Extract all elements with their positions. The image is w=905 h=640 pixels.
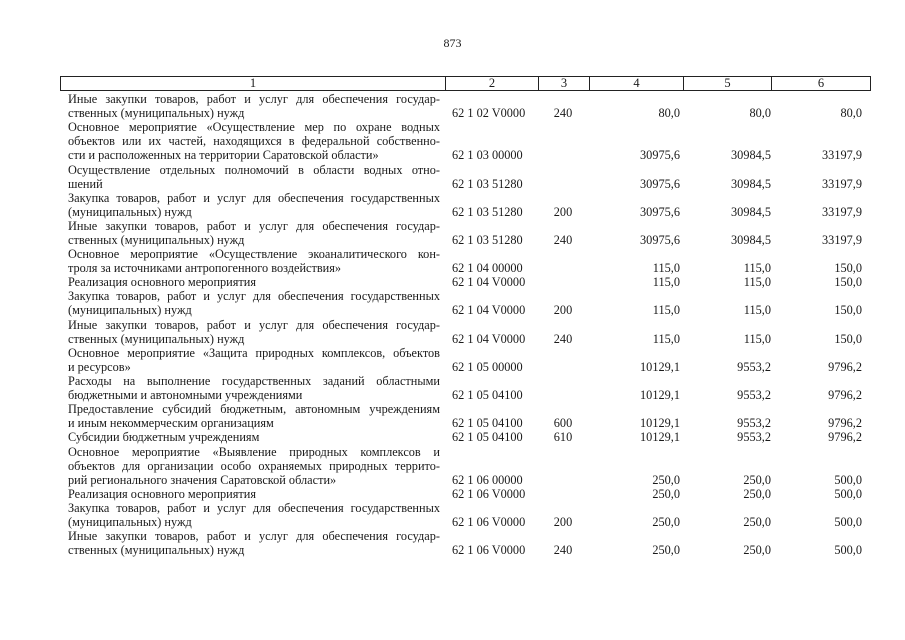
row-value-col4: 10129,1 [640, 430, 680, 445]
row-value-col4: 250,0 [652, 514, 680, 529]
description-line: Основное мероприятие «Защита природных комплексов, объектов [68, 345, 440, 360]
row-expense-type: 600 [553, 416, 573, 431]
row-description [68, 191, 440, 219]
row-value-col5: 30984,5 [731, 232, 771, 247]
description-line: Осуществление отдельных полномочий в области водных отно- [68, 162, 440, 177]
row-value-col6: 500,0 [834, 472, 862, 487]
table-row [0, 430, 905, 444]
row-code: 62 1 05 04100 [452, 388, 523, 403]
table-row [0, 402, 905, 430]
row-value-col4: 80,0 [658, 106, 680, 121]
row-description [68, 501, 440, 529]
row-value-col4: 30975,6 [640, 204, 680, 219]
row-description [68, 402, 440, 430]
row-code: 62 1 06 V0000 [452, 543, 526, 558]
row-value-col6: 150,0 [834, 275, 862, 290]
row-value-col4: 250,0 [652, 472, 680, 487]
row-value-col5: 115,0 [743, 303, 771, 318]
row-value-col6: 150,0 [834, 303, 862, 318]
row-expense-type: 610 [553, 430, 573, 445]
row-value-col6: 33197,9 [822, 204, 862, 219]
row-value-col6: 500,0 [834, 514, 862, 529]
description-line: и иным некоммерческим организациям [68, 416, 274, 431]
row-value-col6: 33197,9 [822, 148, 862, 163]
description-line: Закупка товаров, работ и услуг для обеспечения государственных [68, 289, 440, 304]
row-value-col4: 250,0 [652, 543, 680, 558]
description-line: троля за источниками антропогенного воздействия» [68, 261, 342, 276]
column-header-4: 4 [590, 77, 684, 91]
row-value-col6: 9796,2 [828, 388, 862, 403]
row-description [68, 529, 440, 557]
description-line: Субсидии бюджетным учреждениям [68, 430, 260, 445]
row-value-col5: 80,0 [749, 106, 771, 121]
description-line: Основное мероприятие «Осуществление экоаналитического кон- [68, 247, 440, 262]
row-value-col6: 500,0 [834, 543, 862, 558]
row-code: 62 1 06 V0000 [452, 486, 526, 501]
row-code: 62 1 06 V0000 [452, 514, 526, 529]
row-value-col6: 33197,9 [822, 232, 862, 247]
row-value-col6: 33197,9 [822, 176, 862, 191]
row-code: 62 1 02 V0000 [452, 106, 526, 121]
row-expense-type: 240 [553, 543, 573, 558]
description-line: (муниципальных) нужд [68, 514, 192, 529]
row-code: 62 1 04 V0000 [452, 303, 526, 318]
row-expense-type: 240 [553, 106, 573, 121]
description-line: Основное мероприятие «Выявление природных комплексов и [68, 444, 440, 459]
row-value-col6: 500,0 [834, 486, 862, 501]
row-value-col4: 115,0 [652, 261, 680, 276]
row-value-col5: 250,0 [743, 514, 771, 529]
table-row [0, 289, 905, 317]
row-value-col4: 115,0 [652, 331, 680, 346]
description-line: бюджетными и автономными учреждениями [68, 388, 303, 403]
row-description [68, 289, 440, 317]
row-description [68, 219, 440, 247]
row-expense-type: 200 [553, 514, 573, 529]
row-code: 62 1 03 51280 [452, 176, 523, 191]
description-line: объектов или их частей, находящихся в федеральной собственно- [68, 134, 440, 149]
table-row [0, 120, 905, 162]
row-expense-type: 240 [553, 331, 573, 346]
row-description [68, 318, 440, 346]
row-code: 62 1 05 00000 [452, 359, 523, 374]
row-code: 62 1 04 V0000 [452, 275, 526, 290]
description-line: Иные закупки товаров, работ и услуг для обеспечения государ- [68, 317, 440, 332]
row-value-col5: 250,0 [743, 486, 771, 501]
row-value-col6: 150,0 [834, 331, 862, 346]
description-line: шений [68, 176, 103, 191]
row-description [68, 275, 440, 289]
row-description [68, 374, 440, 402]
row-description [68, 430, 440, 444]
table-row [0, 445, 905, 487]
table-row [0, 374, 905, 402]
row-value-col6: 9796,2 [828, 416, 862, 431]
description-line: Иные закупки товаров, работ и услуг для обеспечения государ- [68, 218, 440, 233]
row-value-col5: 9553,2 [737, 388, 771, 403]
column-header-5: 5 [684, 77, 772, 91]
description-line: Реализация основного мероприятия [68, 486, 257, 501]
column-header-row [60, 76, 871, 91]
row-value-col4: 10129,1 [640, 416, 680, 431]
description-line: Иные закупки товаров, работ и услуг для обеспечения государ- [68, 529, 440, 544]
row-description [68, 92, 440, 120]
description-line: Закупка товаров, работ и услуг для обеспечения государственных [68, 190, 440, 205]
column-header-1: 1 [61, 77, 446, 91]
row-value-col6: 9796,2 [828, 430, 862, 445]
row-value-col5: 9553,2 [737, 416, 771, 431]
row-value-col4: 250,0 [652, 486, 680, 501]
description-line: сти и расположенных на территории Саратовской области» [68, 148, 379, 163]
table-row [0, 219, 905, 247]
row-value-col5: 115,0 [743, 331, 771, 346]
column-header-3: 3 [539, 77, 590, 91]
table-row [0, 247, 905, 275]
description-line: ственных (муниципальных) нужд [68, 543, 245, 558]
row-value-col6: 150,0 [834, 261, 862, 276]
table-row [0, 191, 905, 219]
table-row [0, 318, 905, 346]
row-code: 62 1 03 51280 [452, 232, 523, 247]
row-code: 62 1 05 04100 [452, 416, 523, 431]
row-description [68, 120, 440, 162]
description-line: и ресурсов» [68, 359, 131, 374]
row-value-col4: 115,0 [652, 303, 680, 318]
row-code: 62 1 03 51280 [452, 204, 523, 219]
row-value-col5: 250,0 [743, 543, 771, 558]
row-value-col5: 30984,5 [731, 204, 771, 219]
row-value-col4: 30975,6 [640, 176, 680, 191]
table-row [0, 487, 905, 501]
row-code: 62 1 04 00000 [452, 261, 523, 276]
description-line: рий регионального значения Саратовской области» [68, 472, 337, 487]
row-value-col5: 115,0 [743, 261, 771, 276]
row-value-col6: 80,0 [840, 106, 862, 121]
row-description [68, 487, 440, 501]
table-row [0, 346, 905, 374]
row-value-col4: 30975,6 [640, 148, 680, 163]
row-description [68, 445, 440, 487]
row-code: 62 1 04 V0000 [452, 331, 526, 346]
description-line: Основное мероприятие «Осуществление мер по охране водных [68, 120, 440, 135]
description-line: объектов для организации особо охраняемых природных террито- [68, 458, 440, 473]
description-line: Закупка товаров, работ и услуг для обеспечения государственных [68, 500, 440, 515]
row-expense-type: 240 [553, 232, 573, 247]
row-value-col4: 30975,6 [640, 232, 680, 247]
row-value-col5: 115,0 [743, 275, 771, 290]
row-value-col5: 9553,2 [737, 430, 771, 445]
description-line: Расходы на выполнение государственных заданий областными [68, 374, 440, 388]
row-description [68, 163, 440, 191]
description-line: ственных (муниципальных) нужд [68, 232, 245, 247]
row-value-col5: 9553,2 [737, 359, 771, 374]
description-line: ственных (муниципальных) нужд [68, 331, 245, 346]
description-line: (муниципальных) нужд [68, 204, 192, 219]
description-line: Реализация основного мероприятия [68, 275, 257, 290]
row-value-col5: 30984,5 [731, 148, 771, 163]
column-header-2: 2 [446, 77, 539, 91]
row-value-col4: 115,0 [652, 275, 680, 290]
table-row [0, 163, 905, 191]
row-value-col4: 10129,1 [640, 359, 680, 374]
table-row [0, 92, 905, 120]
description-line: Предоставление субсидий бюджетным, автономным учреждениям [68, 402, 440, 417]
row-value-col6: 9796,2 [828, 359, 862, 374]
row-expense-type: 200 [553, 303, 573, 318]
row-value-col5: 30984,5 [731, 176, 771, 191]
table-row [0, 501, 905, 529]
row-description [68, 247, 440, 275]
description-line: ственных (муниципальных) нужд [68, 106, 245, 121]
description-line: (муниципальных) нужд [68, 303, 192, 318]
table-row [0, 529, 905, 557]
description-line: Иные закупки товаров, работ и услуг для обеспечения государ- [68, 92, 440, 106]
row-code: 62 1 03 00000 [452, 148, 523, 163]
column-header-6: 6 [772, 77, 871, 91]
page-number: 873 [443, 36, 462, 50]
row-expense-type: 200 [553, 204, 573, 219]
row-code: 62 1 06 00000 [452, 472, 523, 487]
row-value-col5: 250,0 [743, 472, 771, 487]
row-value-col4: 10129,1 [640, 388, 680, 403]
table-row [0, 275, 905, 289]
row-code: 62 1 05 04100 [452, 430, 523, 445]
row-description [68, 346, 440, 374]
